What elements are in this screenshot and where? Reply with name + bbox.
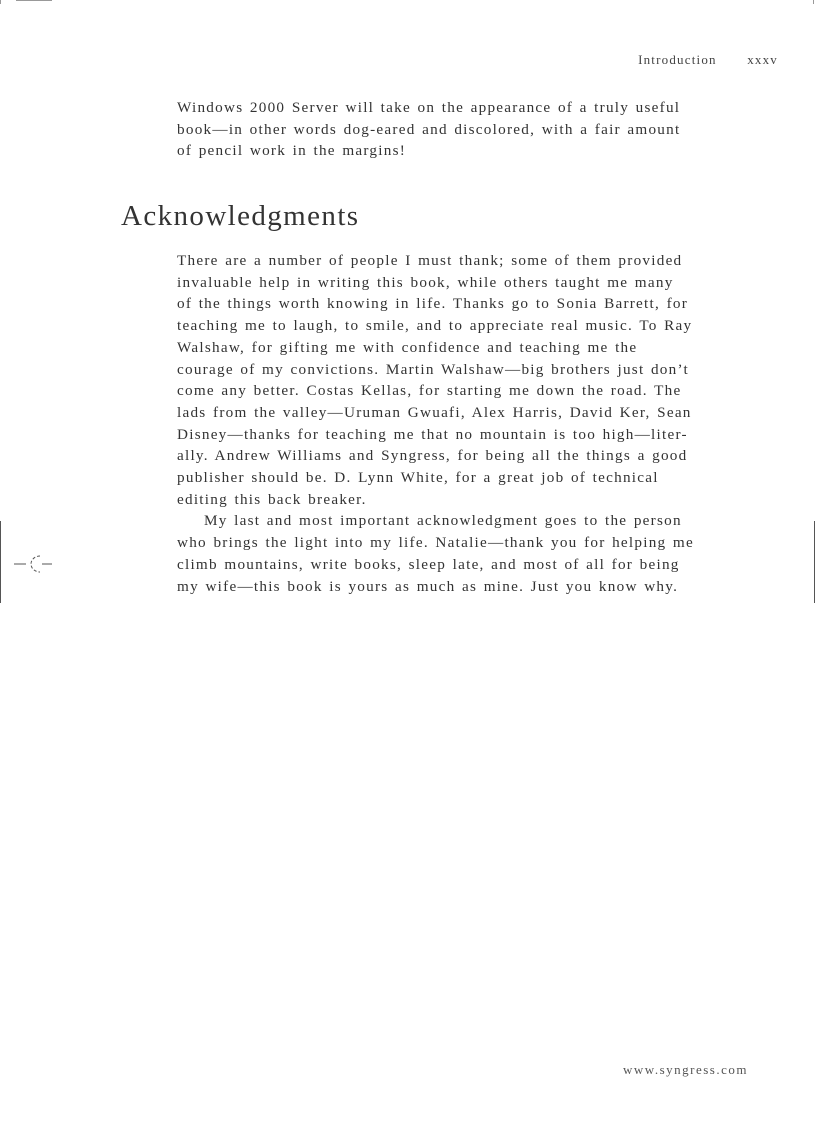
crop-mark-top-right (813, 0, 814, 4)
body-line: editing this back breaker. (177, 490, 367, 508)
body-line: Walshaw, for gifting me with confidence and teaching me the (177, 338, 638, 356)
acknowledgments-paragraph-1 (177, 250, 737, 510)
crop-line-top-left (16, 0, 52, 1)
body-line: My last and most important acknowledgment goes to the person (204, 512, 682, 530)
registration-mark-icon (14, 552, 54, 576)
body-line: courage of my convictions. Martin Walshaw—big brothers just don’t (177, 360, 690, 378)
body-line: Disney—thanks for teaching me that no mountain is too high—liter- (177, 425, 688, 443)
intro-paragraph (177, 97, 737, 162)
margin-rule-left (0, 521, 1, 603)
body-line: There are a number of people I must thank; some of them provided (177, 252, 683, 269)
section-heading-acknowledgments: Acknowledgments (121, 200, 360, 232)
acknowledgments-paragraph-2 (177, 510, 737, 597)
body-line: ally. Andrew Williams and Syngress, for being all the things a good (177, 447, 688, 465)
body-line: of the things worth knowing in life. Thanks go to Sonia Barrett, for (177, 295, 689, 313)
body-line: my wife—this book is yours as much as mine. Just you know why. (177, 577, 679, 595)
body-line: publisher should be. D. Lynn White, for a great job of technical (177, 469, 659, 487)
page-number: xxxv (747, 52, 778, 67)
crop-mark-top-left (0, 0, 1, 4)
intro-line: of pencil work in the margins! (177, 142, 407, 160)
running-head (638, 52, 778, 68)
body-line: who brings the light into my life. Natalie—thank you for helping me (177, 534, 694, 552)
body-line: invaluable help in writing this book, while others taught me many (177, 273, 674, 291)
footer-url: www.syngress.com (623, 1062, 748, 1077)
margin-rule-right (814, 521, 815, 603)
acknowledgments-body (177, 250, 737, 597)
body-line: lads from the valley—Uruman Gwuafi, Alex Harris, David Ker, Sean (177, 403, 692, 421)
body-line: teaching me to laugh, to smile, and to appreciate real music. To Ray (177, 317, 693, 335)
intro-line: Windows 2000 Server will take on the appearance of a truly useful (177, 99, 681, 116)
intro-line: book—in other words dog-eared and discolored, with a fair amount (177, 120, 681, 138)
body-line: come any better. Costas Kellas, for starting me down the road. The (177, 382, 682, 400)
body-line: climb mountains, write books, sleep late, and most of all for being (177, 555, 680, 573)
running-head-section: Introduction (638, 52, 717, 67)
